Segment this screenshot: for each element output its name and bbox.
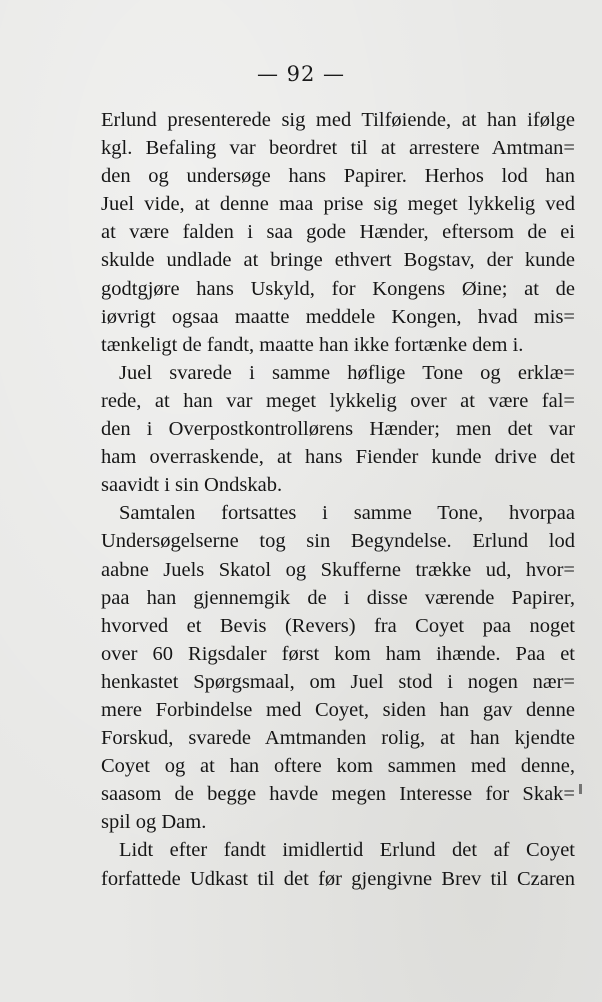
text-line: henkastet Spørgsmaal, om Juel stod i nogen nær=: [101, 670, 575, 693]
margin-mark: [579, 784, 582, 794]
text-line: saavidt i sin Ondskab.: [101, 474, 283, 497]
text-line: tænkeligt de fandt, maatte han ikke fortænke dem i.: [101, 333, 524, 356]
text-line: over 60 Rigsdaler først kom ham ihænde. Paa et: [101, 642, 575, 665]
page-number: — 92 —: [256, 62, 346, 86]
text-line: den og undersøge hans Papirer. Herhos lod han: [101, 165, 575, 188]
text-line: saasom de begge havde megen Interesse for Skak=: [101, 783, 575, 806]
text-line: kgl. Befaling var beordret til at arrestere Amtman=: [101, 137, 575, 160]
text-line: Erlund presenterede sig med Tilføiende, at han ifølge: [101, 109, 575, 131]
text-line: Undersøgelserne tog sin Begyndelse. Erlund lod: [101, 530, 575, 553]
text-line: iøvrigt ogsaa maatte meddele Kongen, hvad mis=: [101, 305, 575, 328]
text-line: paa han gjennemgik de i disse værende Papirer,: [101, 586, 575, 609]
body-text: [101, 106, 575, 893]
text-line: den i Overpostkontrollørens Hænder; men det var: [101, 418, 575, 441]
text-line: ham overraskende, at hans Fiender kunde drive det: [101, 446, 575, 469]
text-line: mere Forbindelse med Coyet, siden han gav denne: [101, 698, 575, 721]
text-line: at være falden i saa gode Hænder, eftersom de ei: [101, 221, 575, 244]
text-line: rede, at han var meget lykkelig over at være fal=: [101, 389, 575, 412]
text-line: aabne Juels Skatol og Skufferne trække ud, hvor=: [101, 558, 575, 581]
text-line: Juel vide, at denne maa prise sig meget lykkelig ved: [101, 193, 575, 216]
text-line: skulde undlade at bringe ethvert Bogstav, der kunde: [101, 249, 575, 272]
text-line: Lidt efter fandt imidlertid Erlund det af Coyet: [119, 839, 575, 862]
text-line: Coyet og at han oftere kom sammen med denne,: [101, 755, 575, 778]
text-line: forfattede Udkast til det før gjengivne Brev til Czaren: [101, 867, 575, 890]
text-line: godtgjøre hans Uskyld, for Kongens Øine; at de: [101, 277, 575, 300]
text-line: Samtalen fortsattes i samme Tone, hvorpaa: [119, 502, 575, 525]
text-line: spil og Dam.: [101, 811, 207, 834]
text-line: Juel svarede i samme høflige Tone og erklæ=: [119, 361, 575, 384]
text-line: hvorved et Bevis (Revers) fra Coyet paa noget: [101, 614, 575, 637]
text-line: Forskud, svarede Amtmanden rolig, at han kjendte: [101, 727, 575, 750]
